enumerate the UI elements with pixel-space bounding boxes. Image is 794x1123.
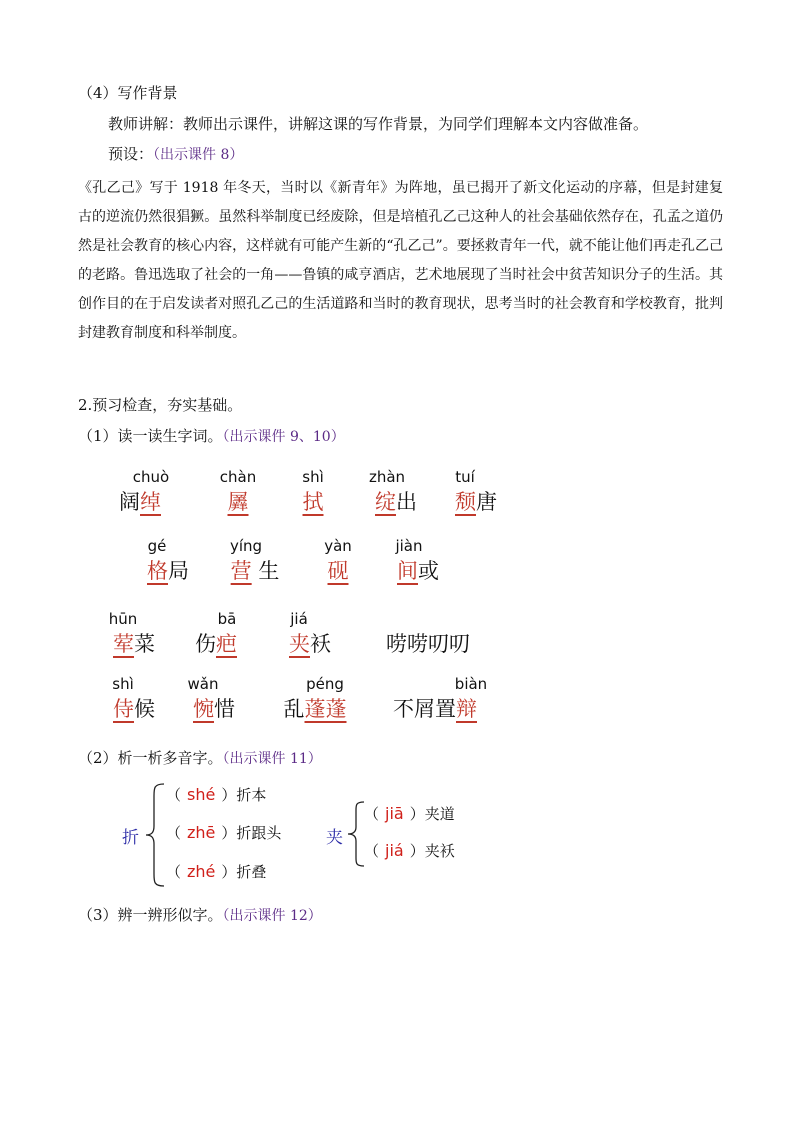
item-label bbox=[78, 425, 345, 446]
vocab-pinyin: hūn bbox=[108, 610, 138, 628]
vocab-pinyin: biàn bbox=[454, 675, 488, 693]
vocab-item bbox=[446, 466, 506, 516]
vocab-pinyin: yíng bbox=[229, 537, 263, 555]
section-title: 2.预习检查，夯实基础。 bbox=[78, 396, 243, 414]
left-brace-icon bbox=[144, 782, 166, 888]
vocab-pinyin: chuò bbox=[132, 468, 170, 486]
vocab-pre: 不屑置 bbox=[393, 697, 456, 721]
vocab-item bbox=[110, 466, 170, 516]
vocab-key: 夹 bbox=[289, 632, 310, 656]
background-paragraph: 《孔乙己》写于 1918 年冬天，当时以《新青年》为阵地，虽已揭开了新文化运动的序幕，但是封建复古的逆流仍然很猖獗。虽然科举制度已经废除，但是培植孔乙己这种人的社会基础依然存在，孔孟之道仍然是社会教育的核心内容，这样就有可能产生新的“孔乙己”。要拯救青年一代，就不能让他们再走孔乙己的老路。鲁迅选取了社会的一角——鲁镇的咸亨酒店，艺术地展现了当时社会中贫苦知识分子的生活。其创作目的在于启发读者对照孔乙己的生活道路和当时的教育现状，思考当时的社会教育和学校教育，批判封建教育制度和科举制度。 bbox=[78, 180, 723, 341]
vocab-pre: 乱 bbox=[283, 697, 305, 721]
vocab-pinyin: zhàn bbox=[368, 468, 406, 486]
vocab-pinyin: yàn bbox=[324, 537, 352, 555]
vocab-key: 羼 bbox=[227, 490, 249, 514]
item-label-text: （1）读一读生字词。 bbox=[78, 427, 223, 445]
vocab-pre: 唠唠叨叨 bbox=[386, 632, 470, 656]
polyphone-char: 折 bbox=[122, 828, 139, 848]
vocab-item bbox=[380, 673, 490, 723]
vocab-post: 候 bbox=[134, 697, 155, 721]
item-label bbox=[78, 747, 322, 768]
vocab-post: 出 bbox=[396, 490, 417, 514]
vocab-pinyin: gé bbox=[147, 537, 167, 555]
vocab-pinyin: tuí bbox=[455, 468, 475, 486]
vocab-item bbox=[316, 535, 360, 585]
vocab-post: 惜 bbox=[214, 697, 235, 721]
vocab-pinyin: shì bbox=[302, 468, 324, 486]
option-pinyin: jiā bbox=[385, 804, 404, 823]
vocab-key: 惋 bbox=[193, 697, 214, 721]
section-title: （4）写作背景 bbox=[78, 84, 178, 102]
vocab-pinyin bbox=[376, 608, 480, 630]
vocab-item bbox=[280, 608, 340, 658]
vocab-key: 辩 bbox=[456, 697, 477, 721]
option-pinyin: shé bbox=[187, 785, 216, 804]
vocab-key: 荤 bbox=[113, 632, 134, 656]
option-word: 夹袄 bbox=[424, 842, 455, 860]
vocab-item bbox=[376, 608, 480, 658]
polyphone-option: （ jiá ）夹袄 bbox=[364, 841, 455, 860]
vocab-pre: 伤 bbox=[195, 632, 216, 656]
vocab-key: 绽 bbox=[375, 490, 396, 514]
vocab-pinyin: jiá bbox=[290, 610, 308, 628]
left-brace-icon bbox=[346, 800, 366, 868]
option-word: 折本 bbox=[236, 786, 267, 804]
vocab-item bbox=[104, 673, 164, 723]
vocab-post: 唐 bbox=[476, 490, 497, 514]
polyphone-char: 夹 bbox=[326, 828, 343, 848]
polyphone-option: （ jiā ）夹道 bbox=[364, 804, 455, 823]
vocab-key: 间 bbox=[397, 559, 418, 583]
slide-reference: （出示课件 8） bbox=[153, 147, 244, 163]
item-label-text: （3）辨一辨形似字。 bbox=[78, 906, 223, 924]
vocab-item bbox=[290, 466, 336, 516]
vocab-pinyin: jiàn bbox=[395, 537, 423, 555]
vocab-item bbox=[138, 535, 198, 585]
vocab-post: 生 bbox=[258, 559, 280, 583]
slide-reference: （出示课件 12） bbox=[222, 908, 322, 924]
vocab-key: 绰 bbox=[140, 490, 161, 514]
vocab-post: 菜 bbox=[134, 632, 155, 656]
vocab-item bbox=[388, 535, 448, 585]
preset-label: 预设： bbox=[108, 145, 154, 163]
option-word: 夹道 bbox=[424, 805, 455, 823]
option-pinyin: jiá bbox=[385, 841, 404, 860]
option-pinyin: zhē bbox=[187, 823, 216, 842]
vocab-key: 拭 bbox=[302, 490, 324, 514]
vocab-key: 砚 bbox=[327, 559, 349, 583]
slide-reference: （出示课件 11） bbox=[222, 751, 322, 767]
vocab-pre: 阔 bbox=[119, 490, 140, 514]
vocab-key: 格 bbox=[147, 559, 168, 583]
lecture-text: 教师讲解：教师出示课件，讲解这课的写作背景，为同学们理解本文内容做准备。 bbox=[108, 115, 649, 133]
preset-line bbox=[108, 143, 243, 164]
vocab-post: 或 bbox=[418, 559, 439, 583]
vocab-item bbox=[188, 608, 244, 658]
vocab-key: 疤 bbox=[216, 632, 237, 656]
vocab-item bbox=[272, 673, 358, 723]
vocab-pinyin: chàn bbox=[219, 468, 257, 486]
polyphone-option: （ zhē ）折跟头 bbox=[166, 823, 282, 842]
vocab-item bbox=[364, 466, 428, 516]
vocab-pinyin: wǎn bbox=[187, 675, 219, 693]
slide-reference: （出示课件 9、10） bbox=[222, 429, 345, 445]
vocab-item bbox=[210, 466, 266, 516]
vocab-post: 局 bbox=[168, 559, 189, 583]
vocab-item bbox=[222, 535, 288, 585]
option-word: 折叠 bbox=[236, 863, 267, 881]
item-label bbox=[78, 904, 322, 925]
vocab-pinyin: shì bbox=[112, 675, 134, 693]
vocab-pinyin: bā bbox=[217, 610, 237, 628]
polyphone-option: （ shé ）折本 bbox=[166, 785, 267, 804]
option-word: 折跟头 bbox=[236, 824, 282, 842]
vocab-key: 营 bbox=[230, 559, 252, 583]
vocab-key: 颓 bbox=[455, 490, 476, 514]
vocab-item bbox=[104, 608, 164, 658]
vocab-key: 侍 bbox=[113, 697, 134, 721]
vocab-key: 蓬蓬 bbox=[304, 697, 347, 721]
vocab-pinyin: péng bbox=[306, 675, 344, 693]
polyphone-option: （ zhé ）折叠 bbox=[166, 862, 267, 881]
option-pinyin: zhé bbox=[187, 862, 216, 881]
vocab-post: 袄 bbox=[310, 632, 331, 656]
vocab-item bbox=[182, 673, 246, 723]
item-label-text: （2）析一析多音字。 bbox=[78, 749, 223, 767]
